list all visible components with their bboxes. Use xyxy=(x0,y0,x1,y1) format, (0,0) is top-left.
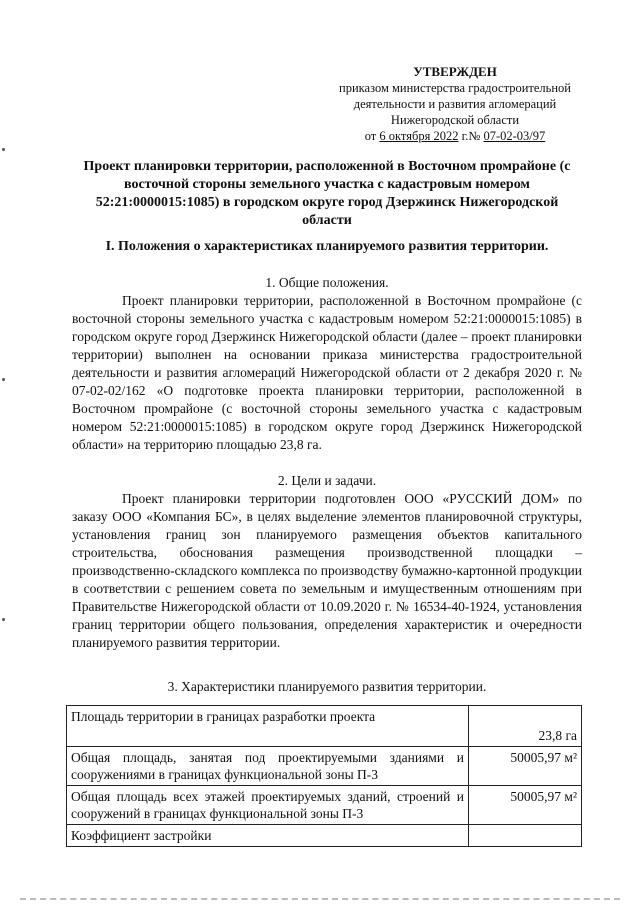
approval-stamp xyxy=(320,64,590,144)
table-cell-value: 23,8 га xyxy=(469,706,582,747)
table-row xyxy=(67,786,582,825)
scan-margin-mark xyxy=(2,378,5,381)
table-row xyxy=(67,706,582,747)
section-2-heading: 2. Цели и задачи. xyxy=(277,473,377,488)
approval-heading: УТВЕРЖДЕН xyxy=(413,64,497,79)
table-cell-value: 50005,97 м² xyxy=(469,747,582,786)
approval-line-2: деятельности и развития агломераций xyxy=(353,97,557,111)
section-3-heading: 3. Характеристики планируемого развития территории. xyxy=(167,679,487,694)
table-cell-value: 50005,97 м² xyxy=(469,786,582,825)
table-row xyxy=(67,825,582,847)
approval-line-3: Нижегородской области xyxy=(390,113,520,127)
approval-date: 6 октября 2022 xyxy=(379,129,459,143)
scan-margin-mark xyxy=(2,618,5,621)
approval-line-1: приказом министерства градостроительной xyxy=(339,81,571,95)
table-cell-label: Коэффициент застройки xyxy=(67,825,469,847)
approval-date-prefix: от xyxy=(364,129,380,143)
section-2-text: Проект планировки территории подготовлен ООО «РУССКИЙ ДОМ» по заказу ООО «Компания БС», в целях выделение элементов планировочной структуры, установления границ зон планируемого размещения объектов капитального строительства, обоснования размещения производственной площадки – производственно-складского комплекса по производству бумажно-картонной продукции в соответствии с решением совета по земельным и имущественным отношениям при Правительстве Нижегородской области от 10.09.2020 г. № 16534-40-1924, установления границ территории общего пользования, определения характеристик и очередности планируемого развития территории. xyxy=(72,491,582,650)
section-1-heading: 1. Общие положения. xyxy=(265,275,389,290)
scan-margin-mark xyxy=(2,148,5,151)
approval-date-line xyxy=(320,128,590,144)
table-cell-label: Общая площадь, занятая под проектируемыми зданиями и сооружениями в границах функциональной зоны П-3 xyxy=(67,747,469,786)
approval-number-prefix: г.№ xyxy=(458,129,484,143)
table-cell-label: Площадь территории в границах разработки проекта xyxy=(67,706,469,747)
table-cell-label: Общая площадь всех этажей проектируемых зданий, строений и сооружений в границах функциональной зоны П-3 xyxy=(67,786,469,825)
section-title: I. Положения о характеристиках планируемого развития территории. xyxy=(105,239,549,254)
document-title: Проект планировки территории, расположенной в Восточном промрайоне (с восточной стороны земельного участка с кадастровым номером 52:21:0000015:1085) в городском округе город Дзержинск Нижегородской области xyxy=(83,159,571,228)
scan-bottom-edge xyxy=(20,898,620,903)
table-row xyxy=(67,747,582,786)
section-1-text: Проект планировки территории, расположенной в Восточном промрайоне (с восточной стороны земельного участка с кадастровым номером 52:21:0000015:1085) в городском округе город Дзержинск Нижегородской области (далее – проект планировки территории) выполнен на основании приказа министерства градостроительной деятельности и развития агломераций Нижегородской области от 2 декабря 2020 г. № 07-02-02/162 «О подготовке проекта планировки территории, расположенной в Восточном промрайоне (с восточной стороны земельного участка с кадастровым номером 52:21:0000015:1085) в городском округе город Дзержинск Нижегородской области» на территорию площадью 23,8 га. xyxy=(72,293,582,452)
approval-number: 07-02-03/97 xyxy=(483,129,546,143)
characteristics-table xyxy=(66,705,582,847)
table-cell-value xyxy=(469,825,582,847)
